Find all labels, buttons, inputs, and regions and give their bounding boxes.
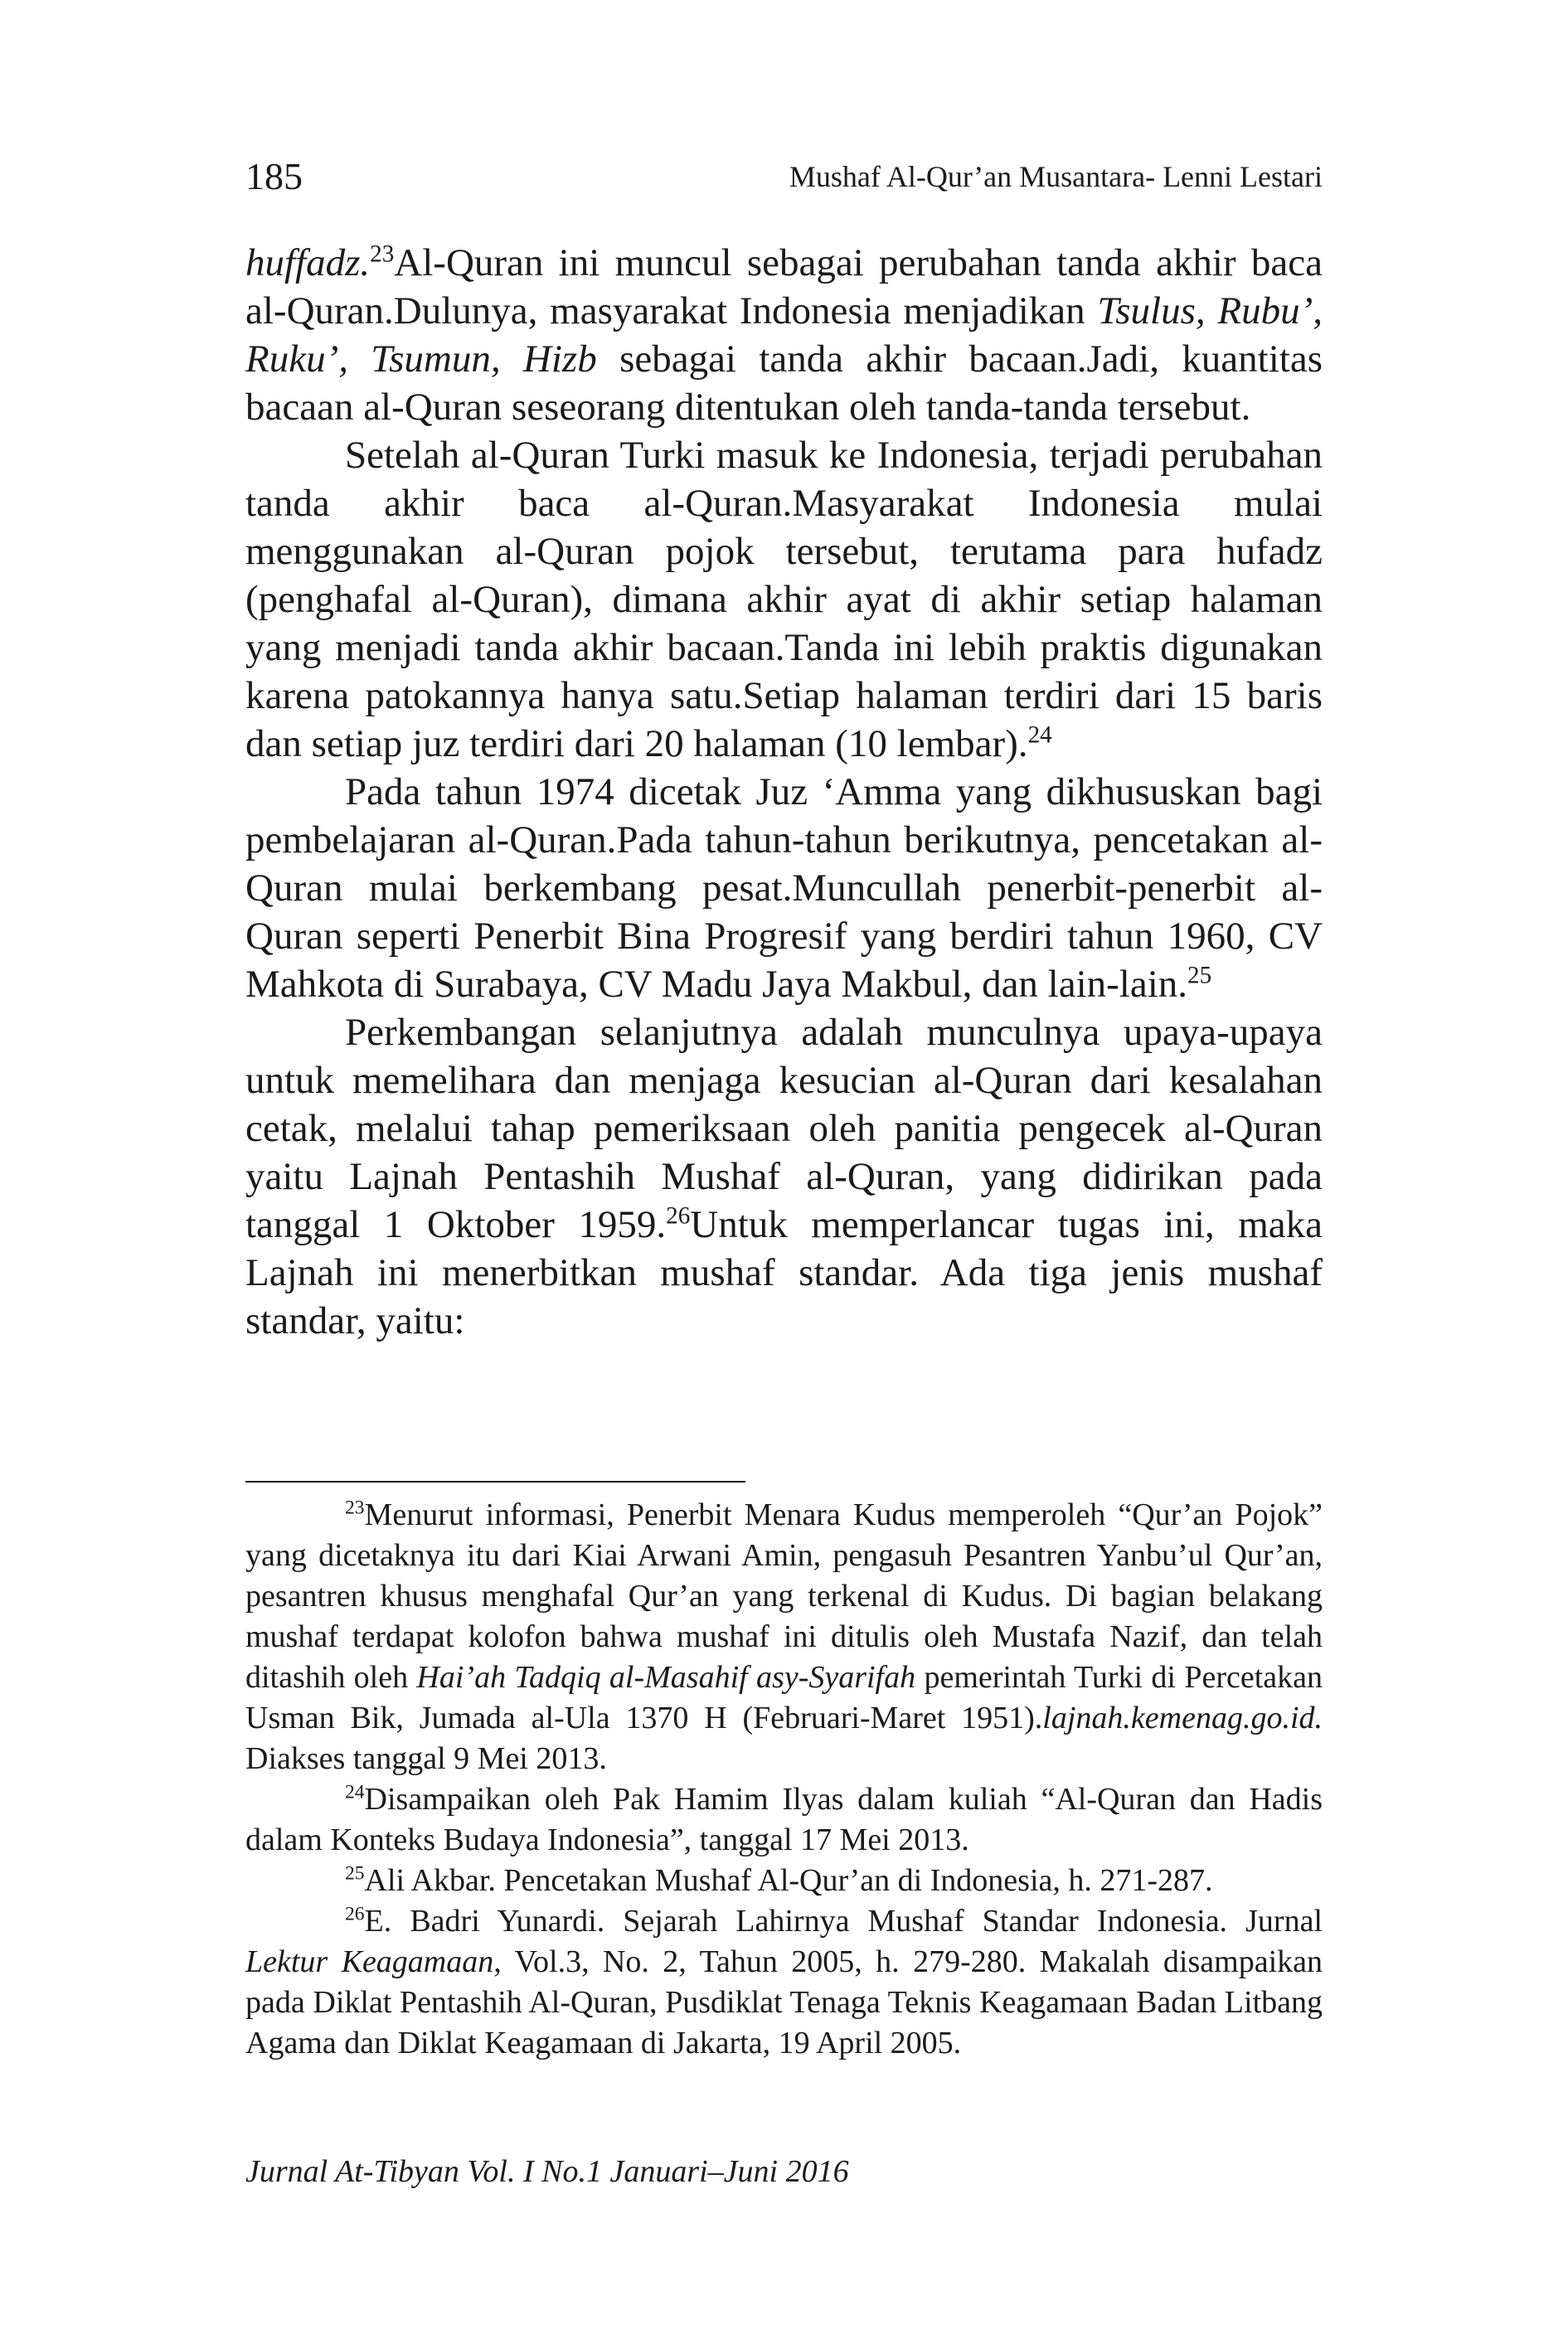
- body-text: [245, 239, 1323, 1345]
- footnote-23: [245, 1495, 1323, 1779]
- page-header: [245, 154, 1323, 204]
- page-number: 185: [245, 155, 303, 197]
- running-title: Mushaf Al-Qur’an Musantara- Lenni Lestari: [789, 160, 1323, 193]
- footnote-ref-23: 23: [370, 240, 395, 268]
- footnote-ref-24: 24: [1027, 721, 1052, 749]
- paragraph-text: Setelah al-Quran Turki masuk ke Indonesia, terjadi perubahan tanda akhir baca al-Quran.Masyarakat Indonesia mulai menggunakan al-Quran pojok tersebut, terutama para hufadz (penghafal al-Quran), dimana akhir ayat di akhir setiap halaman yang menjadi tanda akhir bacaan.Tanda ini lebih praktis digunakan karena patokannya hanya satu.Setiap halaman terdiri dari 15 baris dan setiap juz terdiri dari 20 halaman (10 lembar).: [245, 434, 1323, 765]
- footnote-separator: [245, 1481, 745, 1483]
- italic-term: Hai’ah Tadqiq al-Masahif asy-Syarifah: [416, 1660, 916, 1695]
- italic-term: huffadz.: [245, 241, 371, 284]
- footnote-number: 24: [345, 1781, 365, 1803]
- paragraph-text: Al-Quran ini muncul sebagai perubahan tanda akhir baca al-Quran.Dulunya, masyarakat Indonesia menjadikan: [245, 241, 1323, 332]
- footnote-25: [245, 1861, 1323, 1901]
- footnote-text: pemerintah Turki di Percetakan Usman Bik, Jumada al-Ula 1370 H (Februari-Maret 1951).: [245, 1660, 1323, 1735]
- paragraph-text: Untuk memperlancar tugas ini, maka Lajnah ini menerbitkan mushaf standar. Ada tiga jenis mushaf standar, yaitu:: [245, 1203, 1323, 1342]
- footnote-number: 26: [345, 1903, 365, 1925]
- italic-term: Tsulus, Rubu’, Ruku’, Tsumun, Hizb: [245, 289, 1323, 381]
- footnote-24: [245, 1779, 1323, 1861]
- footnote-ref-25: 25: [1187, 962, 1212, 989]
- paragraph-4: [245, 1008, 1323, 1345]
- paragraph-2: [245, 431, 1323, 768]
- footnote-text: E. Badri Yunardi. Sejarah Lahirnya Mushaf Standar Indonesia. Jurnal: [364, 1904, 1323, 1939]
- italic-url: lajnah.kemenag.go.id.: [1042, 1701, 1323, 1735]
- paragraph-text: Perkembangan selanjutnya adalah munculnya upaya-upaya untuk memelihara dan menjaga kesucian al-Quran dari kesalahan cetak, melalui tahap pemeriksaan oleh panitia pengecek al-Quran yaitu Lajnah Pentashih Mushaf al-Quran, yang didirikan pada tanggal 1 Oktober 1959.: [245, 1011, 1323, 1246]
- footnote-number: 23: [345, 1497, 365, 1519]
- footnote-text: Disampaikan oleh Pak Hamim Ilyas dalam kuliah “Al-Quran dan Hadis dalam Konteks Budaya Indonesia”, tanggal 17 Mei 2013.: [245, 1782, 1323, 1857]
- footnotes: [245, 1495, 1323, 2064]
- footnote-text: Ali Akbar. Pencetakan Mushaf Al-Qur’an di Indonesia, h. 271-287.: [364, 1863, 1213, 1898]
- paragraph-text: sebagai tanda akhir bacaan.Jadi, kuantitas bacaan al-Quran seseorang ditentukan oleh tanda-tanda tersebut.: [245, 337, 1323, 429]
- footnote-text: , Vol.3, No. 2, Tahun 2005, h. 279-280. Makalah disampaikan pada Diklat Pentashih Al-Quran, Pusdiklat Tenaga Teknis Keagamaan Badan Litbang Agama dan Diklat Keagamaan di Jakarta, 19 April 2005.: [245, 1944, 1323, 2060]
- footnote-ref-26: 26: [666, 1202, 691, 1230]
- footnote-number: 25: [345, 1862, 365, 1885]
- journal-footer: Jurnal At-Tibyan Vol. I No.1 Januari–Juni 2016: [245, 2154, 849, 2189]
- italic-term: Lektur Keagamaan: [245, 1944, 494, 1979]
- footnote-text: Diakses tanggal 9 Mei 2013.: [245, 1741, 607, 1776]
- paragraph-3: [245, 768, 1323, 1008]
- footnote-26: [245, 1901, 1323, 2064]
- footnote-text: Menurut informasi, Penerbit Menara Kudus memperoleh “Qur’an Pojok” yang dicetaknya itu dari Kiai Arwani Amin, pengasuh Pesantren Yanbu’ul Qur’an, pesantren khusus menghafal Qur’an yang terkenal di Kudus. Di bagian belakang mushaf terdapat kolofon bahwa mushaf ini ditulis oleh Mustafa Nazif, dan telah ditashih oleh: [245, 1497, 1323, 1695]
- paragraph-text: Pada tahun 1974 dicetak Juz ‘Amma yang dikhususkan bagi pembelajaran al-Quran.Pada tahun-tahun berikutnya, pencetakan al-Quran mulai berkembang pesat.Muncullah penerbit-penerbit al-Quran seperti Penerbit Bina Progresif yang berdiri tahun 1960, CV Mahkota di Surabaya, CV Madu Jaya Makbul, dan lain-lain.: [245, 770, 1323, 1006]
- paragraph-1: [245, 239, 1323, 431]
